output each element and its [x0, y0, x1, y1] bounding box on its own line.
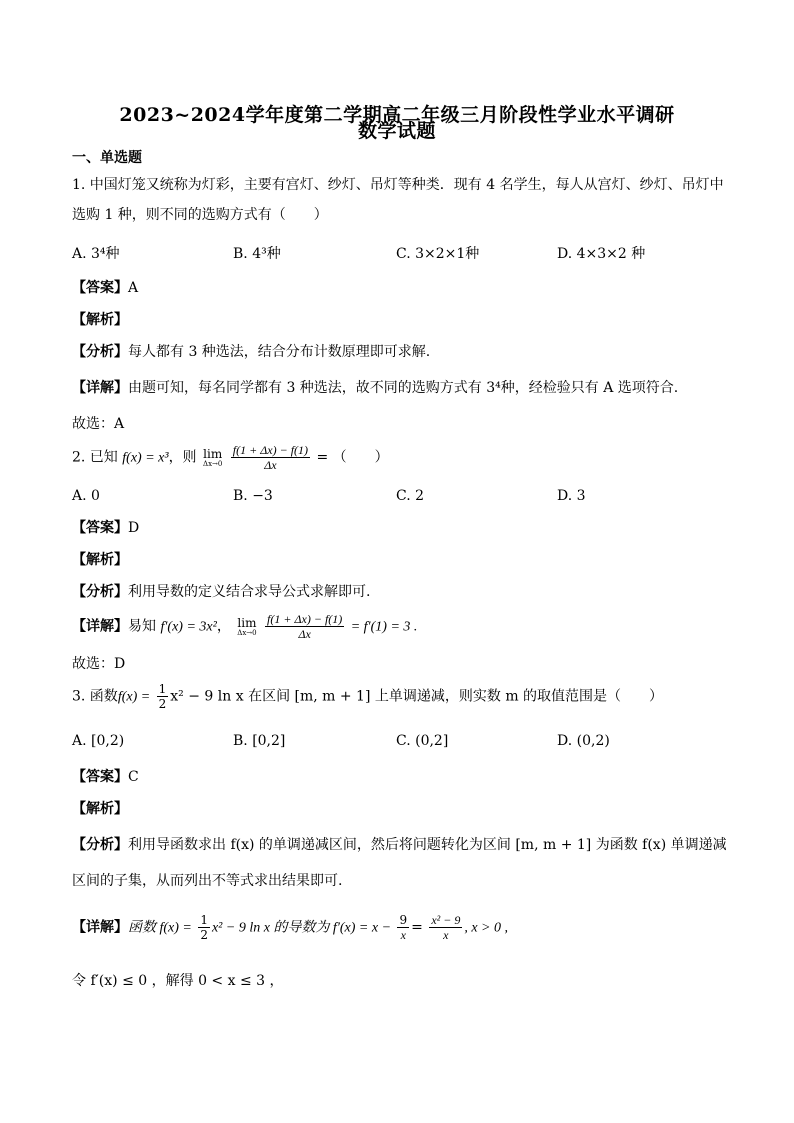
fraction-numerator: 9	[399, 913, 408, 927]
q3-xiangjie-pre: 函数 f(x) =	[128, 920, 192, 936]
q3-fenxi-line2: 区间的子集，从而列出不等式求出结果即可.	[72, 873, 343, 889]
q3-xiangjie-end: , x > 0 ,	[464, 920, 509, 936]
fenxi-tag: 【分析】	[72, 344, 128, 360]
q2-fenxi	[72, 583, 370, 601]
fraction-denominator: x	[400, 928, 406, 942]
answer-tag: 【答案】	[72, 280, 128, 296]
fraction-denominator: Δx	[298, 627, 311, 641]
q3-half	[157, 682, 169, 711]
section-heading: 一、单选题	[72, 150, 142, 166]
fraction-denominator: 2	[200, 928, 208, 942]
q3-option-b: B. [0,2]	[233, 733, 286, 749]
fraction-numerator: 1	[158, 682, 167, 696]
q2-limit	[203, 448, 222, 468]
answer-value: A	[128, 280, 139, 296]
q2-stem-prefix: 2. 已知	[72, 449, 118, 466]
fenxi-text: 利用导函数求出 f(x) 的单调递减区间，然后将问题转化为区间 [m, m + 1] 为函数 f(x) 单调递减	[128, 837, 727, 853]
q3-xiangjie	[72, 913, 508, 942]
q1-answer	[72, 279, 138, 297]
q2-option-b: B. −3	[233, 488, 273, 504]
q3-stem-prefix: 3. 函数	[72, 688, 118, 705]
xiangjie-tag: 【详解】	[72, 919, 128, 936]
q2-fraction-2	[265, 612, 344, 641]
page-title: 2023~2024学年度第二学期高二年级三月阶段性学业水平调研	[119, 104, 675, 126]
fraction-numerator: 1	[200, 913, 208, 927]
fraction-denominator: x	[443, 928, 449, 942]
answer-tag: 【答案】	[72, 769, 128, 785]
q2-answer	[72, 519, 139, 537]
fraction-denominator: Δx	[264, 458, 277, 472]
q1-stem-line2: 选购 1 种，则不同的选购方式有（ ）	[72, 207, 328, 223]
q3-x2m9-over-x	[429, 913, 462, 942]
limit-label: lim	[237, 615, 257, 630]
fenxi-tag: 【分析】	[72, 584, 128, 600]
xiangjie-tag: 【详解】	[72, 380, 128, 396]
fraction-denominator: 2	[158, 697, 167, 711]
fraction-numerator: f(1 + Δx) − f(1)	[267, 612, 343, 626]
q3-option-c: C. (0,2]	[396, 733, 449, 749]
q3-half-2	[198, 913, 210, 942]
q2-stem-suffix: = （ ）	[316, 449, 389, 466]
answer-value: D	[128, 520, 140, 536]
limit-subscript: Δx→0	[237, 628, 257, 637]
answer-value: C	[128, 769, 139, 785]
q3-stem	[72, 682, 663, 711]
q1-choose: 故选：A	[72, 416, 125, 432]
fraction-numerator: x² − 9	[431, 913, 461, 927]
q2-function: f(x) = x³	[122, 450, 169, 466]
q3-fenxi-line1	[72, 836, 727, 854]
q3-option-a: A. [0,2)	[72, 733, 125, 749]
answer-tag: 【答案】	[72, 520, 128, 536]
q1-option-d: D. 4×3×2 种	[557, 246, 646, 262]
page-subtitle: 数学试题	[357, 120, 436, 142]
q1-stem-line1: 1. 中国灯笼又统称为灯彩，主要有宫灯、纱灯、吊灯等种类．现有 4 名学生，每人从宫灯、纱灯、吊灯中	[72, 177, 724, 193]
q2-stem	[72, 443, 389, 472]
q3-nine-over-x	[397, 913, 409, 942]
q1-option-a: A. 3⁴种	[72, 246, 120, 262]
q3-equals: =	[411, 919, 423, 936]
q2-fraction	[231, 443, 310, 472]
limit-label: lim	[203, 446, 223, 461]
q3-option-d: D. (0,2)	[557, 733, 610, 749]
q2-derivative: f′(x) = 3x²	[160, 619, 217, 635]
q3-last-line: 令 f′(x) ≤ 0 ，解得 0 < x ≤ 3 ，	[72, 973, 284, 989]
q1-fenxi	[72, 343, 430, 361]
fenxi-text: 利用导数的定义结合求导公式求解即可.	[128, 584, 371, 600]
q2-stem-mid: ，则	[168, 449, 197, 466]
q2-option-c: C. 2	[396, 488, 425, 504]
q3-xiangjie-mid: x² − 9 ln x 的导数为 f′(x) = x −	[211, 920, 392, 936]
q3-answer	[72, 768, 139, 786]
q1-analysis-head: 【解析】	[72, 312, 128, 328]
fenxi-text: 每人都有 3 种选法，结合分布计数原理即可求解.	[128, 344, 431, 360]
q2-choose: 故选：D	[72, 656, 126, 672]
q1-option-c: C. 3×2×1种	[396, 246, 480, 262]
q1-xiangjie	[72, 379, 678, 397]
q2-analysis-head: 【解析】	[72, 552, 128, 568]
q2-xiangjie: 【详解】易知 f′(x) = 3x²， lim Δx→0 $\frac{f(1 + \Delta x) - f(1)}{\Delta x}$ = f′(1) = 3 .	[72, 612, 418, 641]
xiangjie-pre: 易知	[128, 618, 156, 635]
fenxi-tag: 【分析】	[72, 837, 128, 853]
q2-xiangjie-end: = f′(1) = 3 .	[350, 619, 418, 635]
fraction-numerator: f(1 + Δx) − f(1)	[232, 443, 309, 457]
q2-option-d: D. 3	[557, 488, 586, 504]
q2-limit-2	[237, 617, 256, 637]
q2-option-a: A. 0	[72, 488, 100, 504]
q3-fx-post: x² − 9 ln x 在区间 [m, m + 1] 上单调递减，则实数 m 的取值范围是（ ）	[170, 688, 664, 705]
xiangjie-text: 由题可知，每名同学都有 3 种选法，故不同的选购方式有 3⁴种，经检验只有 A 选项符合.	[128, 380, 679, 396]
q3-fx-pre: f(x) =	[117, 689, 151, 705]
q1-option-b: B. 4³种	[233, 246, 281, 262]
q3-analysis-head: 【解析】	[72, 801, 128, 817]
xiangjie-tag: 【详解】	[72, 618, 128, 635]
limit-subscript: Δx→0	[203, 459, 223, 468]
